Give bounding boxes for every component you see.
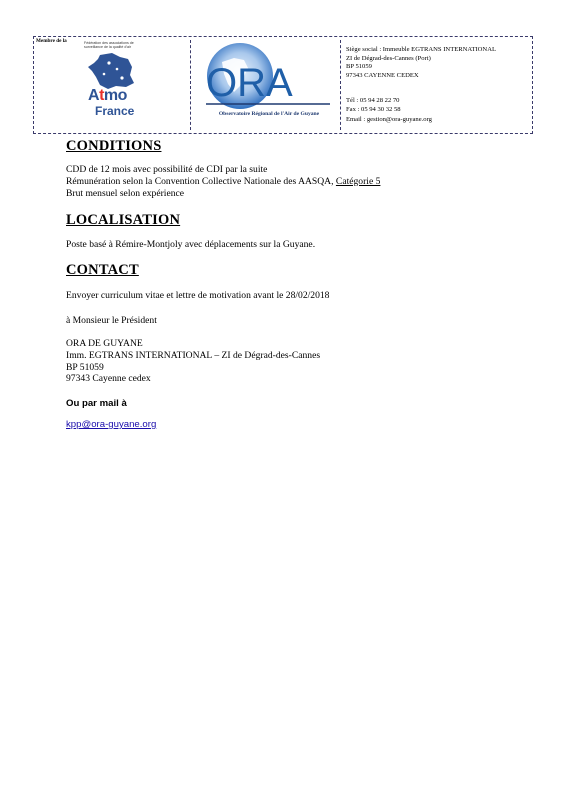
address-line: BP 51059 — [346, 63, 372, 71]
atmo-logo-text: Atmo — [88, 87, 127, 104]
ora-logo — [200, 42, 336, 110]
email-link[interactable]: kpp@ora-guyane.org — [66, 419, 157, 430]
svg-text:ORA: ORA — [206, 61, 293, 105]
localisation-line: Poste basé à Rémire-Montjoly avec déplacements sur la Guyane. — [66, 239, 316, 250]
conditions-line: Rémunération selon la Convention Collective Nationale des AASQA, Catégorie 5 — [66, 175, 381, 187]
postal-line: 97343 Cayenne cedex — [66, 373, 151, 385]
ora-caption: Observatoire Régional de l'Air de Guyane — [218, 111, 320, 117]
recipient-text — [66, 315, 157, 327]
atmo-tagline: Fédération des associations de surveillance de la qualité d'air — [84, 41, 134, 50]
atmo-france-text: France — [95, 104, 135, 118]
postal-address — [66, 338, 320, 385]
contact-heading: CONTACT — [66, 262, 139, 278]
postal-line: BP 51059 — [66, 361, 104, 373]
conditions-text — [66, 164, 380, 199]
conditions-line: CDD de 12 mois avec possibilité de CDI par la suite — [66, 164, 268, 175]
localisation-heading: LOCALISATION — [66, 212, 181, 228]
contact-line: Envoyer curriculum vitae et lettre de motivation avant le 28/02/2018 — [66, 290, 330, 301]
conditions-heading: CONDITIONS — [66, 138, 162, 154]
localisation-text — [66, 239, 315, 251]
email-line: Email : gestion@ora-guyane.org — [346, 115, 432, 123]
postal-line: ORA DE GUYANE — [66, 338, 143, 349]
address-line: 97343 CAYENNE CEDEX — [346, 71, 419, 79]
phone-line: Tél : 05 94 28 22 70 — [346, 97, 400, 104]
france-map-icon — [86, 53, 138, 89]
fax-line: Fax : 05 94 30 32 58 — [346, 106, 401, 114]
postal-line: Imm. EGTRANS INTERNATIONAL – ZI de Dégrad-des-Cannes — [66, 349, 321, 361]
mail-heading: Ou par mail à — [66, 398, 127, 409]
address-line: Siège social : Immeuble EGTRANS INTERNATIONAL — [346, 46, 496, 53]
letterhead-divider — [190, 40, 191, 130]
recipient-line: à Monsieur le Président — [66, 315, 157, 326]
head-office-address — [346, 46, 496, 80]
contact-intro — [66, 290, 329, 302]
letterhead-divider — [340, 40, 341, 130]
head-office-contacts — [346, 96, 432, 124]
address-line: ZI de Dégrad-des-Cannes (Port) — [346, 54, 431, 62]
membre-label: Membre de la — [36, 38, 67, 44]
category-text: Catégorie 5 — [335, 175, 381, 187]
conditions-line: Brut mensuel selon expérience — [66, 187, 185, 199]
